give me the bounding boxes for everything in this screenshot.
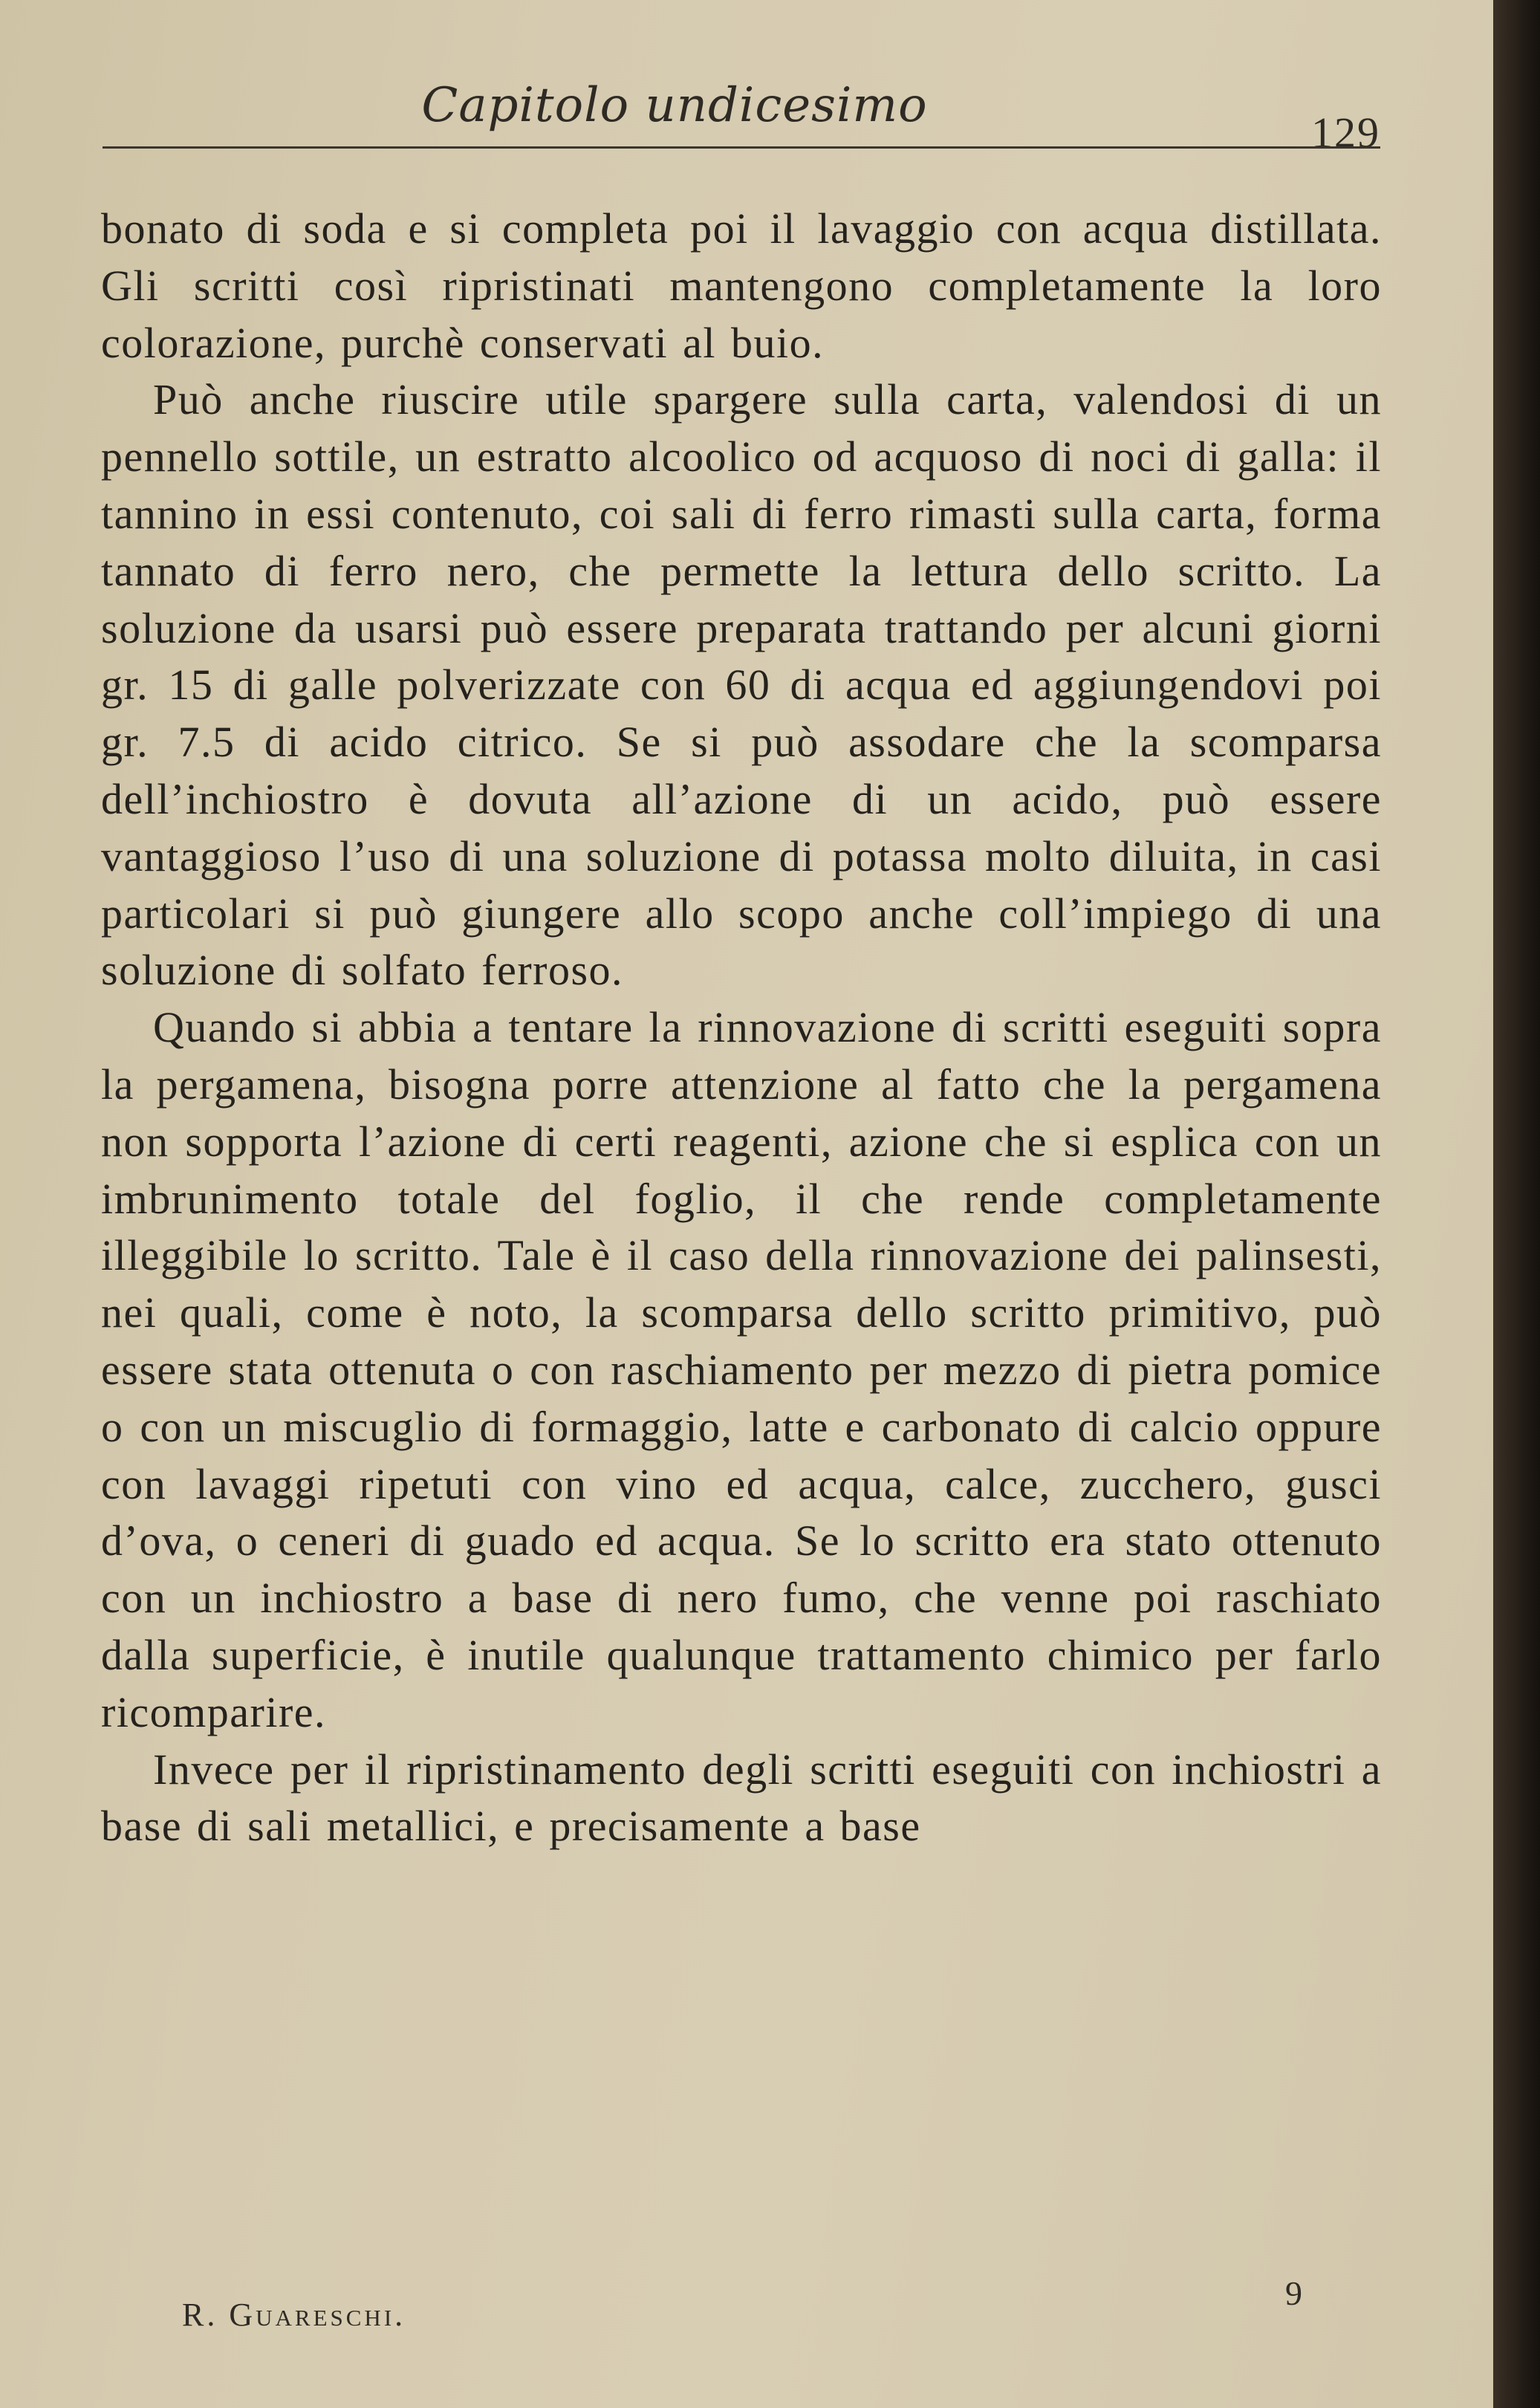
page-number: 129 — [1311, 108, 1380, 157]
header-rule — [103, 146, 1380, 149]
running-head — [103, 78, 1380, 167]
paragraph-metallic-inks: Invece per il ripristinamento degli scritti eseguiti con inchiostri a base di sali metallici, e precisamente a base — [101, 1745, 1382, 1851]
paragraph-gallnut-extract: Può anche riuscire utile spargere sulla carta, valendosi di un pennello sottile, un estratto alcoolico od acquoso di noci di galla: il tannino in essi contenuto, coi sali di ferro rimasti sulla carta, forma tannato di ferro nero, che permette la lettura dello scritto. La soluzione da usarsi può essere preparata trattando per alcuni giorni gr. 15 di galle polverizzate con 60 di acqua ed aggiungendovi poi gr. 7.5 di acido citrico. Se si può assodare che la scomparsa dell’inchiostro è dovuta all’azione di un acido, può essere vantaggioso l’uso di una soluzione di potassa molto diluita, in casi particolari si può giungere allo scopo anche coll’impiego di una soluzione di solfato ferroso. — [101, 375, 1382, 995]
body-text — [101, 201, 1382, 1855]
chapter-title: Capitolo undicesimo — [421, 78, 928, 133]
footer-author: R. Guareschi. — [182, 2297, 406, 2333]
paragraph-continuation: bonato di soda e si completa poi il lavaggio con acqua distillata. Gli scritti così ripristinati mantengono completamente la loro colorazione, purchè conservati al buio. — [101, 204, 1382, 367]
book-edge — [1493, 0, 1540, 2408]
signature-mark: 9 — [1285, 2274, 1302, 2312]
paragraph-parchment: Quando si abbia a tentare la rinnovazione di scritti eseguiti sopra la pergamena, bisogna porre attenzione al fatto che la pergamena non sopporta l’azione di certi reagenti, azione che si esplica con un imbrunimento totale del foglio, il che rende completamente illeggibile lo scritto. Tale è il caso della rinnovazione dei palinsesti, nei quali, come è noto, la scomparsa dello scritto primitivo, può essere stata ottenuta o con raschiamento per mezzo di pietra pomice o con un miscuglio di formaggio, latte e carbonato di calcio oppure con lavaggi ripetuti con vino ed acqua, calce, zucchero, gusci d’ova, o ceneri di guado ed acqua. Se lo scritto era stato ottenuto con un inchiostro a base di nero fumo, che venne poi raschiato dalla superficie, è inutile qualunque trattamento chimico per farlo ricomparire. — [101, 1003, 1382, 1736]
